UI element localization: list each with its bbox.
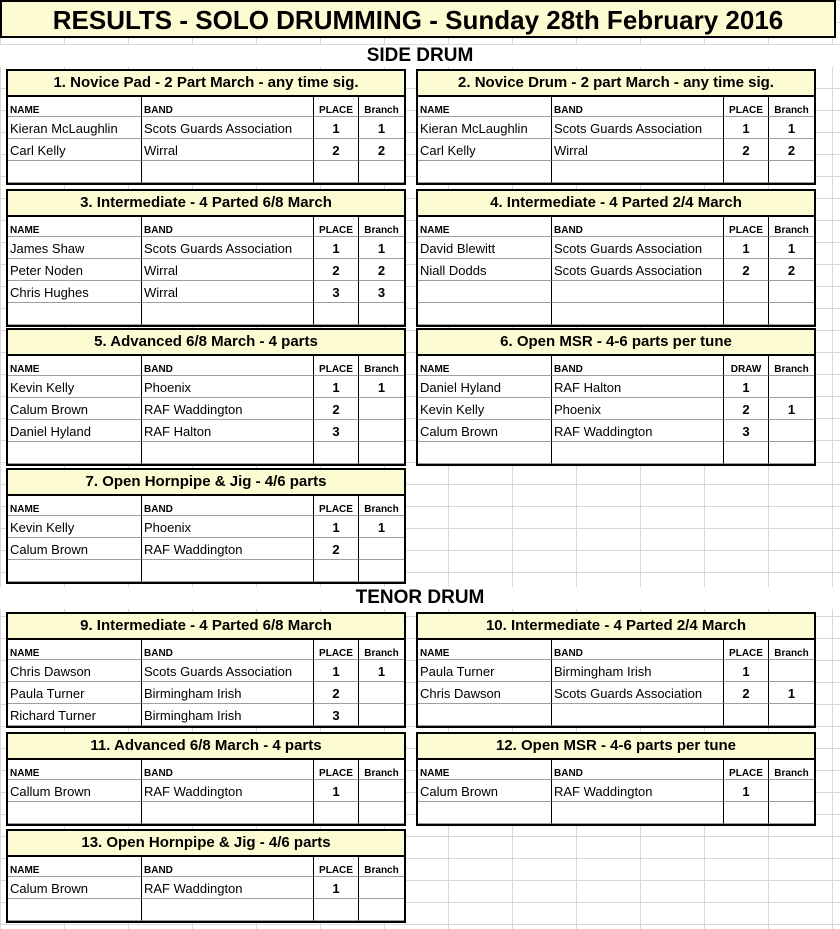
- column-header-name: NAME: [418, 640, 552, 660]
- cell-band: Birmingham Irish: [142, 682, 314, 704]
- column-header-place: PLACE: [724, 760, 769, 780]
- column-header-name: NAME: [8, 760, 142, 780]
- cell-name: Kevin Kelly: [8, 376, 142, 398]
- cell-place: 1: [314, 516, 359, 538]
- cell-place: 2: [724, 398, 769, 420]
- column-header-name: NAME: [418, 217, 552, 237]
- page-title: RESULTS - SOLO DRUMMING - Sunday 28th February 2016: [0, 0, 836, 38]
- event-results-table: [6, 468, 406, 584]
- cell-name: Paula Turner: [418, 660, 552, 682]
- cell-band: RAF Waddington: [552, 780, 724, 802]
- column-header-place: PLACE: [724, 640, 769, 660]
- cell-band: Scots Guards Association: [552, 682, 724, 704]
- cell-name: [418, 281, 552, 303]
- event-results-table: [6, 732, 406, 826]
- event-results-table: [6, 612, 406, 728]
- cell-place: 3: [314, 704, 359, 726]
- cell-band: Scots Guards Association: [552, 237, 724, 259]
- cell-place: [314, 161, 359, 183]
- cell-band: Wirral: [142, 139, 314, 161]
- column-header-band: BAND: [142, 356, 314, 376]
- cell-branch: [769, 376, 814, 398]
- cell-band: Scots Guards Association: [552, 117, 724, 139]
- event-title: 10. Intermediate - 4 Parted 2/4 March: [418, 614, 814, 640]
- column-header-branch: Branch: [769, 356, 814, 376]
- cell-branch: [359, 899, 404, 921]
- cell-band: [552, 303, 724, 325]
- cell-band: [142, 442, 314, 464]
- cell-place: 1: [724, 780, 769, 802]
- cell-name: [418, 303, 552, 325]
- column-header-branch: Branch: [359, 857, 404, 877]
- cell-place: [314, 560, 359, 582]
- cell-branch: 2: [769, 259, 814, 281]
- event-results-table: [6, 829, 406, 923]
- cell-branch: 1: [769, 237, 814, 259]
- cell-branch: [769, 420, 814, 442]
- event-title: 13. Open Hornpipe & Jig - 4/6 parts: [8, 831, 404, 857]
- cell-name: Carl Kelly: [8, 139, 142, 161]
- cell-band: Birmingham Irish: [552, 660, 724, 682]
- cell-branch: [359, 704, 404, 726]
- column-header-branch: Branch: [359, 640, 404, 660]
- cell-place: 3: [724, 420, 769, 442]
- event-title: 12. Open MSR - 4-6 parts per tune: [418, 734, 814, 760]
- cell-place: 2: [724, 259, 769, 281]
- event-title: 11. Advanced 6/8 March - 4 parts: [8, 734, 404, 760]
- column-header-band: BAND: [552, 760, 724, 780]
- event-results-table: [416, 328, 816, 466]
- cell-place: 1: [724, 117, 769, 139]
- cell-name: Peter Noden: [8, 259, 142, 281]
- cell-name: [418, 802, 552, 824]
- cell-branch: [359, 538, 404, 560]
- cell-name: Chris Dawson: [418, 682, 552, 704]
- cell-name: [8, 802, 142, 824]
- column-header-band: BAND: [142, 217, 314, 237]
- cell-place: 1: [314, 780, 359, 802]
- cell-place: 2: [314, 682, 359, 704]
- column-header-branch: Branch: [359, 97, 404, 117]
- cell-band: Phoenix: [142, 376, 314, 398]
- cell-place: [314, 303, 359, 325]
- cell-branch: 1: [769, 398, 814, 420]
- cell-place: [724, 802, 769, 824]
- cell-place: 1: [314, 660, 359, 682]
- cell-place: 2: [724, 682, 769, 704]
- cell-band: Scots Guards Association: [142, 117, 314, 139]
- cell-band: [142, 560, 314, 582]
- cell-band: [552, 281, 724, 303]
- cell-place: 1: [314, 376, 359, 398]
- cell-branch: [769, 303, 814, 325]
- cell-band: Scots Guards Association: [142, 237, 314, 259]
- cell-name: [418, 161, 552, 183]
- cell-branch: [359, 877, 404, 899]
- event-title: 5. Advanced 6/8 March - 4 parts: [8, 330, 404, 356]
- column-header-place: PLACE: [314, 857, 359, 877]
- column-header-name: NAME: [8, 217, 142, 237]
- column-header-band: BAND: [142, 760, 314, 780]
- cell-name: Kieran McLaughlin: [8, 117, 142, 139]
- cell-band: Wirral: [552, 139, 724, 161]
- event-title: 6. Open MSR - 4-6 parts per tune: [418, 330, 814, 356]
- event-results-table: [6, 328, 406, 466]
- cell-name: Chris Hughes: [8, 281, 142, 303]
- column-header-name: NAME: [8, 97, 142, 117]
- event-title: 2. Novice Drum - 2 part March - any time sig.: [418, 71, 814, 97]
- cell-place: 1: [724, 237, 769, 259]
- cell-band: [142, 161, 314, 183]
- cell-place: 2: [314, 259, 359, 281]
- cell-place: [724, 161, 769, 183]
- cell-place: [724, 303, 769, 325]
- column-header-branch: Branch: [359, 496, 404, 516]
- cell-place: [724, 704, 769, 726]
- column-header-branch: Branch: [359, 217, 404, 237]
- cell-branch: 2: [359, 139, 404, 161]
- cell-branch: 2: [769, 139, 814, 161]
- cell-place: 2: [314, 398, 359, 420]
- cell-branch: [359, 303, 404, 325]
- cell-name: Daniel Hyland: [8, 420, 142, 442]
- event-results-table: [416, 69, 816, 185]
- cell-band: RAF Waddington: [142, 538, 314, 560]
- cell-band: Wirral: [142, 281, 314, 303]
- cell-band: [552, 704, 724, 726]
- column-header-place: PLACE: [314, 356, 359, 376]
- cell-branch: [769, 660, 814, 682]
- cell-name: [8, 560, 142, 582]
- cell-name: [8, 303, 142, 325]
- event-results-table: [6, 69, 406, 185]
- cell-name: Paula Turner: [8, 682, 142, 704]
- cell-band: RAF Waddington: [552, 420, 724, 442]
- column-header-band: BAND: [142, 857, 314, 877]
- column-header-place: PLACE: [724, 217, 769, 237]
- cell-name: David Blewitt: [418, 237, 552, 259]
- cell-name: Richard Turner: [8, 704, 142, 726]
- cell-branch: [359, 802, 404, 824]
- cell-place: 2: [314, 538, 359, 560]
- cell-band: Birmingham Irish: [142, 704, 314, 726]
- cell-branch: [769, 161, 814, 183]
- cell-branch: 1: [769, 682, 814, 704]
- cell-branch: 3: [359, 281, 404, 303]
- cell-branch: [769, 281, 814, 303]
- cell-name: James Shaw: [8, 237, 142, 259]
- column-header-branch: Branch: [359, 760, 404, 780]
- column-header-name: NAME: [8, 496, 142, 516]
- cell-place: 1: [724, 660, 769, 682]
- cell-name: Calum Brown: [418, 420, 552, 442]
- cell-name: Kieran McLaughlin: [418, 117, 552, 139]
- event-title: 9. Intermediate - 4 Parted 6/8 March: [8, 614, 404, 640]
- cell-name: Calum Brown: [8, 877, 142, 899]
- cell-place: 1: [314, 877, 359, 899]
- column-header-branch: Branch: [769, 217, 814, 237]
- cell-name: Niall Dodds: [418, 259, 552, 281]
- column-header-place: DRAW: [724, 356, 769, 376]
- cell-name: Chris Dawson: [8, 660, 142, 682]
- cell-branch: [359, 442, 404, 464]
- column-header-band: BAND: [552, 97, 724, 117]
- cell-name: Calum Brown: [8, 538, 142, 560]
- cell-name: [418, 704, 552, 726]
- cell-place: 3: [314, 281, 359, 303]
- column-header-place: PLACE: [314, 496, 359, 516]
- column-header-branch: Branch: [359, 356, 404, 376]
- event-results-table: [416, 189, 816, 327]
- event-title: 7. Open Hornpipe & Jig - 4/6 parts: [8, 470, 404, 496]
- cell-name: Carl Kelly: [418, 139, 552, 161]
- event-title: 3. Intermediate - 4 Parted 6/8 March: [8, 191, 404, 217]
- column-header-branch: Branch: [769, 760, 814, 780]
- cell-branch: [359, 161, 404, 183]
- cell-band: [552, 442, 724, 464]
- cell-branch: 1: [359, 516, 404, 538]
- cell-band: [142, 802, 314, 824]
- cell-name: Callum Brown: [8, 780, 142, 802]
- column-header-name: NAME: [418, 356, 552, 376]
- cell-name: Calum Brown: [418, 780, 552, 802]
- cell-branch: [769, 442, 814, 464]
- cell-name: [8, 161, 142, 183]
- event-title: 4. Intermediate - 4 Parted 2/4 March: [418, 191, 814, 217]
- event-title: 1. Novice Pad - 2 Part March - any time sig.: [8, 71, 404, 97]
- event-results-table: [6, 189, 406, 327]
- cell-branch: [769, 704, 814, 726]
- cell-band: RAF Halton: [142, 420, 314, 442]
- cell-band: RAF Waddington: [142, 398, 314, 420]
- column-header-branch: Branch: [769, 640, 814, 660]
- event-results-table: [416, 612, 816, 728]
- cell-branch: 1: [769, 117, 814, 139]
- cell-name: Calum Brown: [8, 398, 142, 420]
- cell-place: 3: [314, 420, 359, 442]
- column-header-place: PLACE: [314, 640, 359, 660]
- cell-band: Phoenix: [552, 398, 724, 420]
- cell-name: [8, 442, 142, 464]
- column-header-band: BAND: [552, 640, 724, 660]
- cell-place: [724, 442, 769, 464]
- cell-band: RAF Halton: [552, 376, 724, 398]
- cell-name: Kevin Kelly: [418, 398, 552, 420]
- column-header-place: PLACE: [724, 97, 769, 117]
- column-header-name: NAME: [418, 760, 552, 780]
- cell-band: RAF Waddington: [142, 780, 314, 802]
- column-header-band: BAND: [142, 97, 314, 117]
- cell-band: Phoenix: [142, 516, 314, 538]
- cell-branch: [769, 780, 814, 802]
- column-header-name: NAME: [8, 640, 142, 660]
- section-title: SIDE DRUM: [0, 45, 840, 67]
- cell-name: Kevin Kelly: [8, 516, 142, 538]
- cell-band: [142, 899, 314, 921]
- cell-place: 1: [314, 117, 359, 139]
- cell-branch: 1: [359, 660, 404, 682]
- cell-place: 2: [724, 139, 769, 161]
- cell-band: Scots Guards Association: [552, 259, 724, 281]
- cell-branch: [359, 420, 404, 442]
- cell-place: [314, 442, 359, 464]
- cell-place: [314, 899, 359, 921]
- cell-branch: [359, 398, 404, 420]
- column-header-band: BAND: [142, 496, 314, 516]
- cell-name: [8, 899, 142, 921]
- column-header-band: BAND: [142, 640, 314, 660]
- column-header-place: PLACE: [314, 760, 359, 780]
- cell-place: [314, 802, 359, 824]
- cell-name: [418, 442, 552, 464]
- event-results-table: [416, 732, 816, 826]
- cell-branch: [359, 682, 404, 704]
- cell-band: [142, 303, 314, 325]
- column-header-band: BAND: [552, 356, 724, 376]
- column-header-band: BAND: [552, 217, 724, 237]
- column-header-name: NAME: [418, 97, 552, 117]
- cell-branch: 1: [359, 117, 404, 139]
- column-header-branch: Branch: [769, 97, 814, 117]
- column-header-name: NAME: [8, 857, 142, 877]
- cell-band: Wirral: [142, 259, 314, 281]
- cell-branch: 1: [359, 376, 404, 398]
- cell-name: Daniel Hyland: [418, 376, 552, 398]
- cell-branch: [359, 780, 404, 802]
- cell-place: 1: [724, 376, 769, 398]
- cell-band: Scots Guards Association: [142, 660, 314, 682]
- column-header-place: PLACE: [314, 217, 359, 237]
- cell-band: [552, 802, 724, 824]
- cell-branch: [769, 802, 814, 824]
- column-header-name: NAME: [8, 356, 142, 376]
- cell-branch: [359, 560, 404, 582]
- cell-place: 1: [314, 237, 359, 259]
- column-header-place: PLACE: [314, 97, 359, 117]
- cell-place: 2: [314, 139, 359, 161]
- cell-branch: 1: [359, 237, 404, 259]
- cell-band: RAF Waddington: [142, 877, 314, 899]
- cell-place: [724, 281, 769, 303]
- cell-band: [552, 161, 724, 183]
- section-title: TENOR DRUM: [0, 587, 840, 609]
- cell-branch: 2: [359, 259, 404, 281]
